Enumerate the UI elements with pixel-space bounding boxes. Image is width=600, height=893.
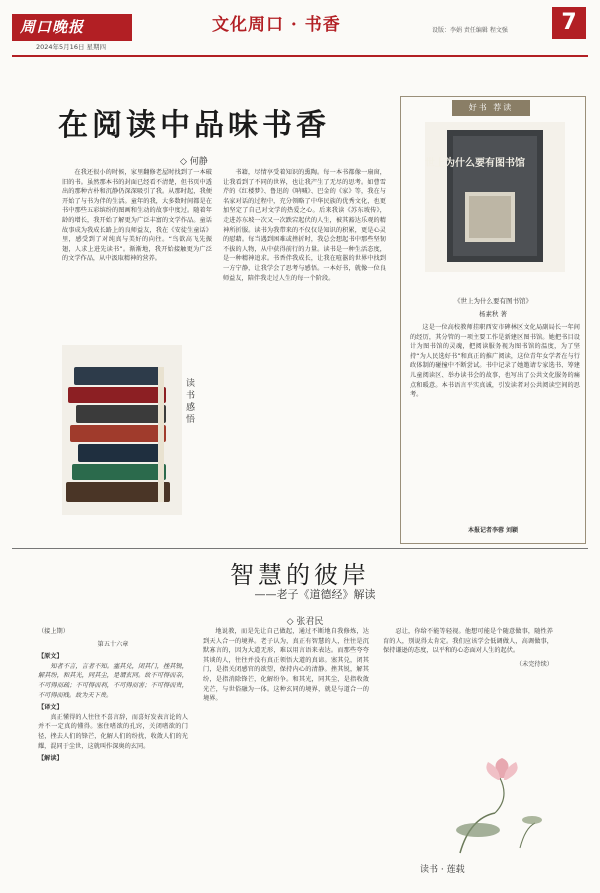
top-rule bbox=[12, 55, 588, 57]
article-byline: ◇ 何静 bbox=[180, 157, 208, 167]
bottom-subtitle: ——老子《道德经》解读 bbox=[254, 588, 376, 601]
review-tag: 好书 荐读 bbox=[452, 100, 530, 116]
newspaper-logo: 周口晚报 bbox=[12, 14, 132, 41]
book-author: 杨素秋 著 bbox=[478, 310, 508, 318]
original-text: 知者不言，言者不知。塞其兑，闭其门，挫其锐，解其纷，和其光，同其尘，是谓玄同。故不可得而亲，不可得而疏；不可得而利，不可得而害；不可得而贵，不可得而贱。故为天下贵。 bbox=[38, 662, 188, 699]
section-divider bbox=[12, 548, 588, 549]
article-column-1: 在我还很小的时候，家里翻修老屋时找到了一本破旧的书。虽然那本书的封面已经看不清楚，但书页中透出的那种古朴和沉静仍深深吸引了我。从那时起，我便开始了与书为伴的生活。童年的我，大多数时间都是在书中那些五彩缤纷的图画和生动的故事中度过。随着年龄的增长，我开始了解更为广泛丰富的文学作品。童话故事成为我成长路上的良师益友，我在《安徒生童话》里，感受到了对纯真与美好的向往。“鸟欲高飞先振翅，人求上进先读书”。渐渐地，我开始接触更为广泛的文学作品，从中汲取精神的营养。 bbox=[62, 169, 212, 263]
photo-caption: 读书感悟 bbox=[186, 379, 196, 425]
dateline: 2024年5月16日 星期四 bbox=[36, 43, 107, 51]
chapter-heading: 第五十六章 bbox=[97, 640, 129, 648]
lotus-illustration bbox=[440, 758, 550, 858]
masthead bbox=[0, 0, 600, 58]
book-cover-image bbox=[425, 122, 565, 272]
original-label: 【原文】 bbox=[38, 653, 63, 661]
bottom-column-2: 地说教，而是先让自己做起，通过不断地自我修炼，达到天人合一的境界。老子认为，真正有智慧的人，往往是沉默寡言的，因为大道无形，难以用言语来表达。而那些夸夸其谈的人，往往并没有真正领悟大道的真谛。塞其兑，闭其门，是指关闭感官的欲望，保持内心的清静。挫其锐，解其纷，是指消除锋芒，化解纷争。和其光，同其尘，是指收敛光芒，与世俗融为一体。这种玄同的境界，就是与道合一的境界。 bbox=[203, 628, 369, 703]
editor-credits: 设版：李娟 责任编辑 程文强 bbox=[432, 27, 508, 34]
bottom-column-3 bbox=[383, 627, 553, 747]
explain-label: 【解读】 bbox=[38, 755, 63, 763]
bottom-headline: 智慧的彼岸 bbox=[230, 561, 370, 589]
translation-text: 真正懂得的人往往不喜言辞，而喜好发表言论的人并不一定真的懂得。塞住嗜欲的孔窍，关闭嗜欲的门径，挫去人们的锋芒，化解人们的纷扰，收敛人们的光耀，混同于尘世，这就叫作深奥的玄同。 bbox=[38, 713, 188, 750]
bottom-column-1 bbox=[38, 627, 188, 884]
review-text: 这是一位高校教师挂职西安市碑林区文化局副局长一年间的经历，其分管的一项主要工作是新建区图书馆。她把书目设计为图书馆的灵魂，把阅读服务视为图书馆的温度，为了坚持“为人民选好书”和真正的推广阅读，这位青年女学者在与行政体制的碰撞中不断尝试。书中记录了她邀请专家选书、筹建儿童阅读区、举办读书会的故事，也写出了公共文化服务的痛点和暖意。本书语言平实真诚，引发读者对公共阅读空间的思考。 bbox=[410, 324, 580, 399]
bottom-byline: ◇ 张君民 bbox=[286, 617, 324, 627]
lotus-caption: 读书 · 莲载 bbox=[420, 865, 465, 875]
article-headline: 在阅读中品味书香 bbox=[58, 108, 330, 143]
page-number: 7 bbox=[552, 7, 586, 39]
book-caption: 《世上为什么要有图书馆》 bbox=[454, 297, 532, 305]
end-note: （未完待续） bbox=[515, 660, 553, 668]
book-cover-title: 世上为什么要有图书馆 bbox=[425, 158, 525, 169]
series-note: （接上期） bbox=[38, 628, 69, 635]
translation-label: 【译文】 bbox=[38, 704, 63, 712]
section-title: 文化周口 · 书香 bbox=[212, 15, 341, 35]
review-credit: 本报记者李蓉 刘颖 bbox=[467, 527, 519, 534]
stacked-books-photo bbox=[62, 345, 182, 515]
article-column-2: 书籍，尽情享受着知识的熏陶。每一本书都像一扇窗，让我看到了不同的世界，也让我产生了无尽的思考。如曹雪芹的《红楼梦》、鲁迅的《呐喊》、巴金的《家》等，我在与名家对话的过程中，充分领略了中华民族的优秀文化，也更加坚定了自己对文学的热爱之心。后来我读《苏东坡传》，走进苏东坡一次又一次跌宕起伏的人生，被其豁达乐观的精神所折服。读书为我带来的不仅仅是知识的积累，更是心灵的慰藉。每当遇到困难或挫折时，我总会想起书中那些坚韧不拔的人物，从中获得前行的力量。读书是一种生活态度，是一种精神追求。书香伴我成长，让我在喧嚣的世界中找到一方宁静，让我学会了思考与感悟。一本好书，就像一位良师益友，陪伴我走过人生的每一个阶段。 bbox=[223, 169, 386, 282]
bottom-column-3-text: 忍让，你给不能等轻视。他想可能是个随意做事，随性养育的人，别说得太肯定。我们应该学会低调做人，高调做事，保持谦逊的态度，以平和的心态面对人生的起伏。 bbox=[383, 628, 553, 655]
